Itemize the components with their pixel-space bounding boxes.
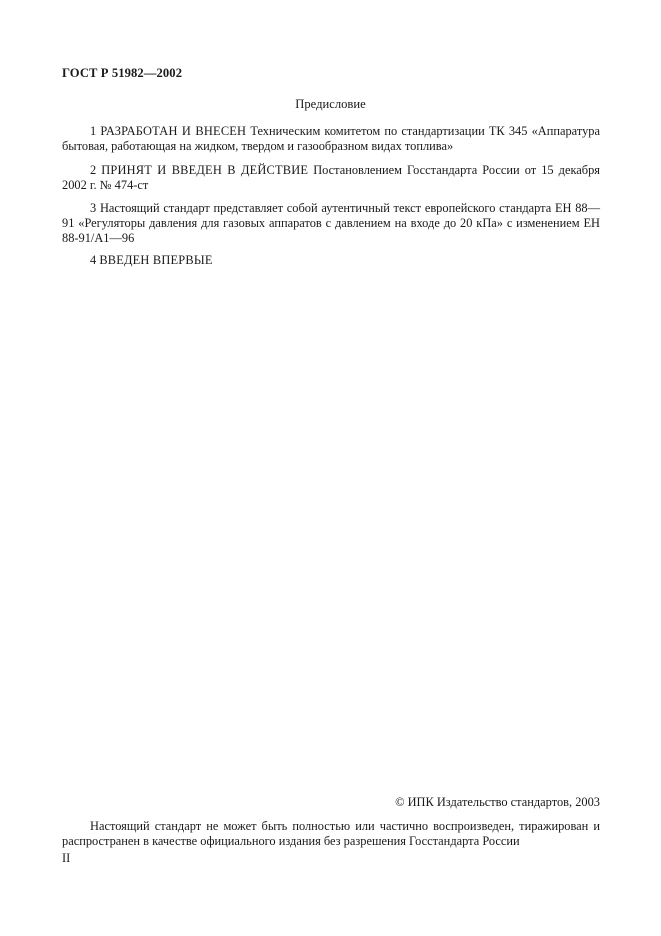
preface-item-2 (62, 163, 600, 193)
item-caps-heading: РАЗРАБОТАН И ВНЕСЕН (100, 124, 247, 138)
document-code-header: ГОСТ Р 51982—2002 (62, 66, 183, 80)
copyright-line: © ИПК Издательство стандартов, 2003 (395, 795, 600, 809)
section-title: Предисловие (295, 97, 366, 111)
reproduction-notice: Настоящий стандарт не может быть полностью или частично воспроизведен, тиражирован и распространен в качестве официального издания без разрешения Госстандарта России (62, 819, 600, 848)
item-caps-heading: ПРИНЯТ И ВВЕДЕН В ДЕЙСТВИЕ (101, 163, 309, 177)
item-text: Постановлением Госстандарта России от 15 декабря 2002 г. № 474-ст (62, 163, 600, 192)
preface-item-3 (62, 201, 600, 246)
item-text: Техническим комитетом по стандартизации ТК 345 «Аппаратура бытовая, работающая на жидком, твердом и газообразном видах топлива» (62, 124, 600, 153)
item-number: 2 (90, 163, 97, 177)
item-number: 3 (90, 201, 97, 215)
item-text: Настоящий стандарт представляет собой аутентичный текст европейского стандарта ЕН 88—91 «Регуляторы давления для газовых аппаратов с давлением на входе до 20 кПа» с изменением ЕН 88-91/А1—96 (62, 201, 600, 245)
preface-item-1 (62, 124, 600, 154)
item-number: 1 (90, 124, 97, 138)
preface-item-4 (62, 253, 600, 268)
item-caps-heading: ВВЕДЕН ВПЕРВЫЕ (99, 253, 213, 267)
item-number: 4 (90, 253, 97, 267)
page-number: II (62, 851, 71, 865)
